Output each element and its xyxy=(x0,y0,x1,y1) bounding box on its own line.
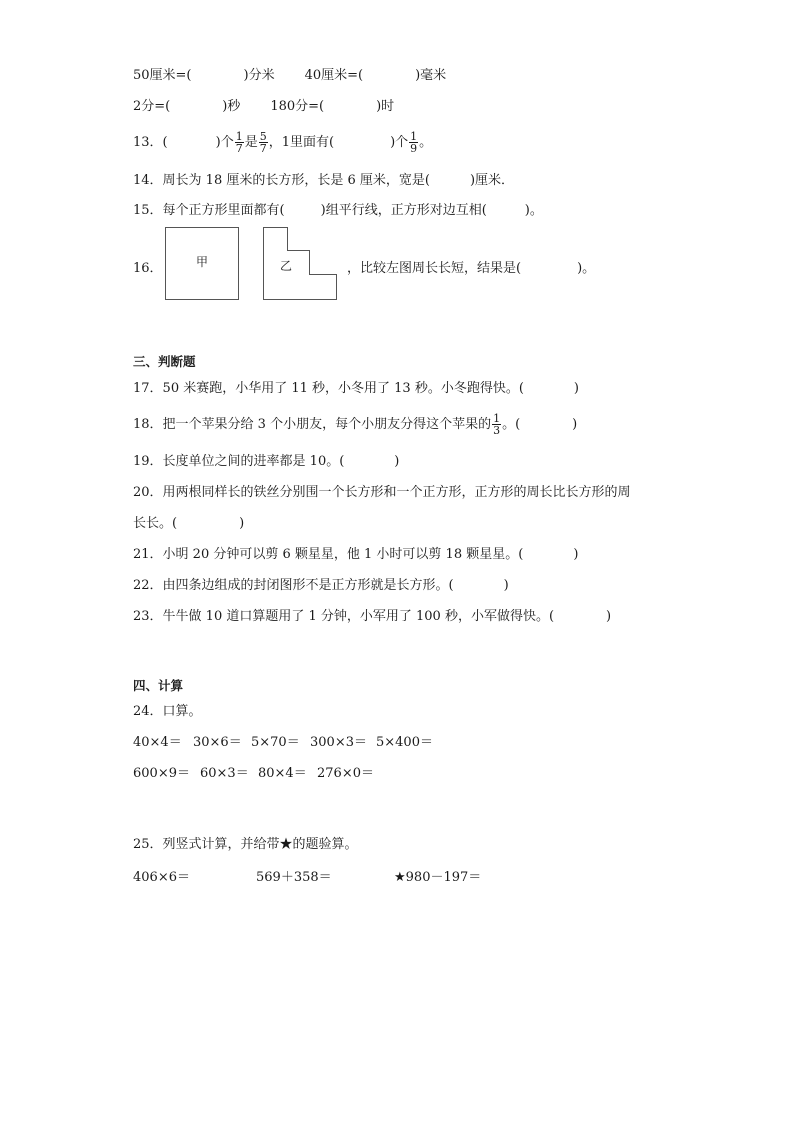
fraction: $\frac{1}{3}$ xyxy=(493,412,501,437)
calc-item: 276×0＝ xyxy=(317,766,374,781)
fraction: $\frac{1}{7}$ xyxy=(235,130,243,155)
question-16: ，比较左图周长长短，结果是( )。 xyxy=(347,261,596,276)
calc-item: 5×400＝ xyxy=(376,735,433,750)
question-19: 19．长度单位之间的进率都是 10。( ) xyxy=(133,454,400,469)
fraction: $\frac{1}{9}$ xyxy=(410,130,418,155)
question-22: 22．由四条边组成的封闭图形不是正方形就是长方形。( ) xyxy=(133,578,509,593)
conversion-row-2: 2分=( )秒 180分=( )时 xyxy=(133,99,395,114)
question-14: 14．周长为 18 厘米的长方形，长是 6 厘米，宽是( )厘米． xyxy=(133,173,515,188)
question-20-cont: 长长。( ) xyxy=(133,516,245,531)
calc-item: 300×3＝ xyxy=(310,735,367,750)
question-16-number: 16． xyxy=(133,261,163,276)
calc-item: 600×9＝ xyxy=(133,766,190,781)
shapes-figure xyxy=(160,222,345,304)
question-24-title: 24．口算。 xyxy=(133,704,202,719)
section-title-judgement: 三、判断题 xyxy=(133,354,196,369)
question-21: 21．小明 20 分钟可以剪 6 颗星星，他 1 小时可以剪 18 颗星星。( ) xyxy=(133,547,579,562)
question-13: 13．( )个 $\frac{1}{7}$ 是 $\frac{5}{7}$ ，1里面有( )个 $\frac{1}{9}$ 。 xyxy=(133,130,433,155)
question-20: 20．用两根同样长的铁丝分别围一个长方形和一个正方形，正方形的周长比长方形的周 xyxy=(133,485,631,500)
fraction: $\frac{5}{7}$ xyxy=(259,130,267,155)
calc-item: 5×70＝ xyxy=(251,735,300,750)
calc-item: 60×3＝ xyxy=(200,766,249,781)
calc-item: 569＋358＝ xyxy=(256,870,332,885)
question-23: 23．牛牛做 10 道口算题用了 1 分钟，小军用了 100 秒，小军做得快。( ) xyxy=(133,609,612,624)
calc-item: 30×6＝ xyxy=(193,735,242,750)
calc-item: ★980－197＝ xyxy=(394,870,482,885)
question-15: 15．每个正方形里面都有( )组平行线，正方形对边互相( )。 xyxy=(133,203,543,218)
conversion-row-1: 50厘米=( )分米 40厘米=( )毫米 xyxy=(133,68,447,83)
shape-jia-label: 甲 xyxy=(195,255,209,269)
question-18: 18．把一个苹果分给 3 个小朋友，每个小朋友分得这个苹果的 $\frac{1}{3}$ 。( ) xyxy=(133,412,578,437)
section-title-calculation: 四、计算 xyxy=(133,678,184,693)
question-17: 17．50 米赛跑，小华用了 11 秒，小冬用了 13 秒。小冬跑得快。( ) xyxy=(133,381,579,396)
calc-item: 80×4＝ xyxy=(258,766,307,781)
calc-item: 40×4＝ xyxy=(133,735,182,750)
question-25-title: 25．列竖式计算，并给带★的题验算。 xyxy=(133,837,358,852)
shape-yi-label: 乙 xyxy=(279,259,293,273)
calc-item: 406×6＝ xyxy=(133,870,190,885)
staircase-yi xyxy=(264,228,337,300)
